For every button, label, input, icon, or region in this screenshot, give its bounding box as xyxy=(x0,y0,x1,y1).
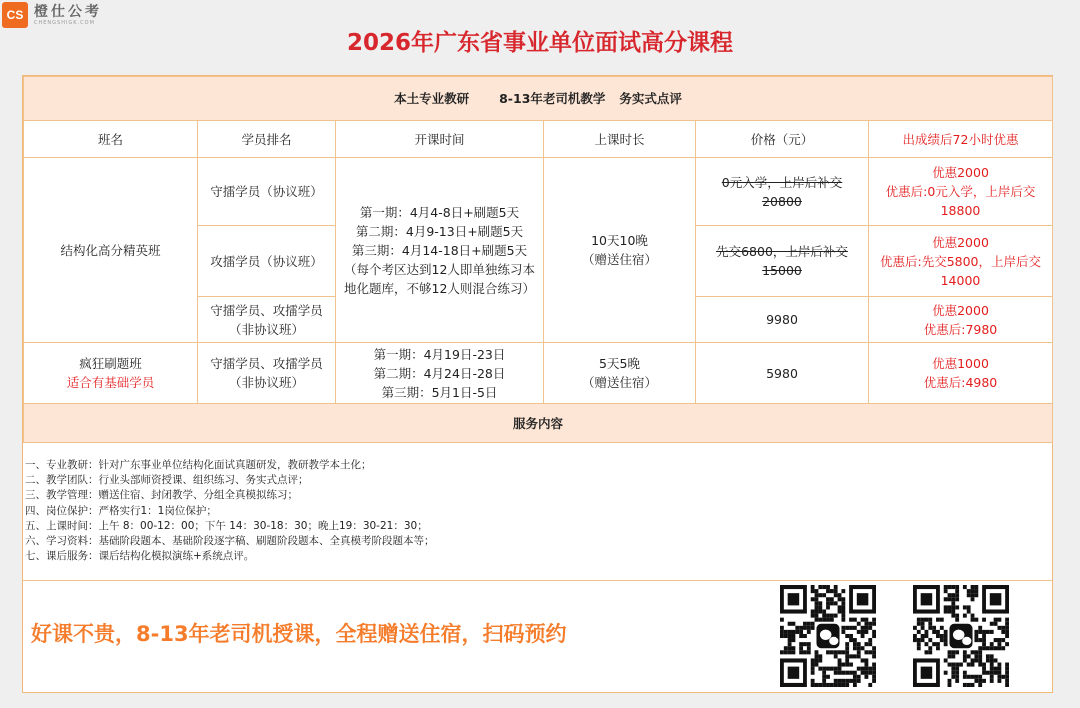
class2-schedule xyxy=(336,343,544,404)
logo-domain: CHENGSHIGK.COM xyxy=(34,19,95,26)
qr-code-image xyxy=(780,585,876,687)
class1-row2-discount-amount: 优惠2000 xyxy=(932,234,989,250)
class1-row2-discount-after: 优惠后:先交5800，上岸后交14000 xyxy=(879,253,1042,288)
header-row xyxy=(24,121,1053,158)
class1-row3-discount xyxy=(869,297,1053,343)
class1-row2-discount xyxy=(869,226,1053,297)
header-price: 价格（元） xyxy=(696,121,869,158)
logo-mark: CS xyxy=(2,2,28,28)
class1-row1-discount-after: 优惠后:0元入学，上岸后交18800 xyxy=(885,184,1036,218)
header-discount: 出成绩后72小时优惠 xyxy=(869,121,1053,158)
class1-row1-price xyxy=(696,158,869,226)
header-rank: 学员排名 xyxy=(198,121,336,158)
class2-name-cell xyxy=(24,343,198,404)
qr-code-image xyxy=(913,585,1009,687)
class2-price: 5980 xyxy=(696,343,869,404)
class2-schedule-3: 第三期：5月1日-5日 xyxy=(381,384,498,400)
class2-discount-after: 优惠后:4980 xyxy=(923,375,998,390)
class1-schedule-3: 第三期：4月14-18日+刷题5天 xyxy=(351,242,528,258)
class2-duration xyxy=(544,343,696,404)
class2-rank: 守擂学员、攻擂学员（非协议班） xyxy=(198,343,336,404)
class1-duration-note: （赠送住宿） xyxy=(581,252,657,267)
class1-row2-price xyxy=(696,226,869,297)
class1-schedule-2: 第二期：4月9-13日+刷题5天 xyxy=(355,223,524,239)
header-duration: 上课时长 xyxy=(544,121,696,158)
class1-duration-days: 10天10晚 xyxy=(591,233,648,248)
table-row xyxy=(24,158,1053,226)
header-schedule: 开课时间 xyxy=(336,121,544,158)
class1-row3-discount-after: 优惠后:7980 xyxy=(923,321,998,337)
class2-schedule-1: 第一期：4月19日-23日 xyxy=(373,346,506,362)
class1-schedule-1: 第一期：4月4-8日+刷题5天 xyxy=(359,204,520,220)
service-item-3: 三、教学管理：赠送住宿、封闭教学、分组全真模拟练习； xyxy=(25,489,298,502)
service-item-2: 二、教学团队：行业头部师资授课、组织练习、务实式点评； xyxy=(25,474,309,487)
class2-schedule-2: 第二期：4月24日-28日 xyxy=(373,365,506,381)
wechat-qr-code-2[interactable] xyxy=(913,585,1009,687)
services-title: 服务内容 xyxy=(24,404,1053,443)
class1-name: 结构化高分精英班 xyxy=(24,158,198,343)
class1-row1-discount-amount: 优惠2000 xyxy=(932,165,989,180)
logo-name: 橙仕公考 xyxy=(34,3,102,20)
course-panel xyxy=(22,75,1053,693)
class1-duration xyxy=(544,158,696,343)
class1-row1-rank: 守擂学员（协议班） xyxy=(198,158,336,226)
class1-row3-price: 9980 xyxy=(696,297,869,343)
promo-text: 好课不贵，8-13年老司机授课，全程赠送住宿，扫码预约 xyxy=(31,622,567,646)
class1-row1-price-amount: 20800 xyxy=(762,193,802,209)
wechat-qr-code-1[interactable] xyxy=(780,585,876,687)
class2-note: 适合有基础学员 xyxy=(66,375,155,390)
banner-row xyxy=(24,77,1053,121)
table-row xyxy=(24,343,1053,404)
service-item-7: 七、课后服务：课后结构化模拟演练+系统点评。 xyxy=(25,550,255,563)
logo-text xyxy=(34,5,102,26)
class1-schedule-note: （每个考区达到12人即单独练习本地化题库，不够12人则混合练习） xyxy=(344,261,535,296)
banner xyxy=(24,77,1053,121)
class2-name: 疯狂刷题班 xyxy=(79,356,142,371)
banner-part-1: 本土专业教研 xyxy=(394,91,470,106)
service-item-5: 五、上课时间：上午 8：00-12：00；下午 14：30-18：30；晚上19：30-21：30； xyxy=(25,519,428,532)
banner-part-3: 务实式点评 xyxy=(619,91,682,106)
class2-duration-note: （赠送住宿） xyxy=(581,375,657,390)
services-title-row xyxy=(24,404,1053,443)
course-table xyxy=(23,76,1053,443)
service-item-6: 六、学习资料：基础阶段题本、基础阶段逐字稿、刷题阶段题本、全真模考阶段题本等； xyxy=(25,535,435,548)
page-title: 2026年广东省事业单位面试高分课程 xyxy=(346,30,733,56)
class1-row2-rank: 攻擂学员（协议班） xyxy=(198,226,336,297)
class1-row2-price-terms: 先交6800，上岸后补交 xyxy=(716,244,848,259)
class2-discount-amount: 优惠1000 xyxy=(932,356,989,371)
class1-row3-rank: 守擂学员、攻擂学员（非协议班） xyxy=(198,297,336,343)
class2-duration-days: 5天5晚 xyxy=(599,356,640,371)
banner-part-2: 8-13年老司机教学 xyxy=(499,91,606,106)
class1-row1-discount xyxy=(869,158,1053,226)
service-item-4: 四、岗位保护：严格实行1：1岗位保护； xyxy=(25,504,217,517)
class1-row1-price-terms: 0元入学，上岸后补交 xyxy=(721,174,843,190)
services-list xyxy=(23,448,1052,581)
service-item-1: 一、专业教研：针对广东事业单位结构化面试真题研发，教研教学本土化； xyxy=(25,459,372,471)
class1-schedule xyxy=(336,158,544,343)
header-class-name: 班名 xyxy=(24,121,198,158)
class1-row2-price-amount: 15000 xyxy=(762,263,802,278)
class2-discount xyxy=(869,343,1053,404)
class1-row3-discount-amount: 优惠2000 xyxy=(932,302,989,318)
